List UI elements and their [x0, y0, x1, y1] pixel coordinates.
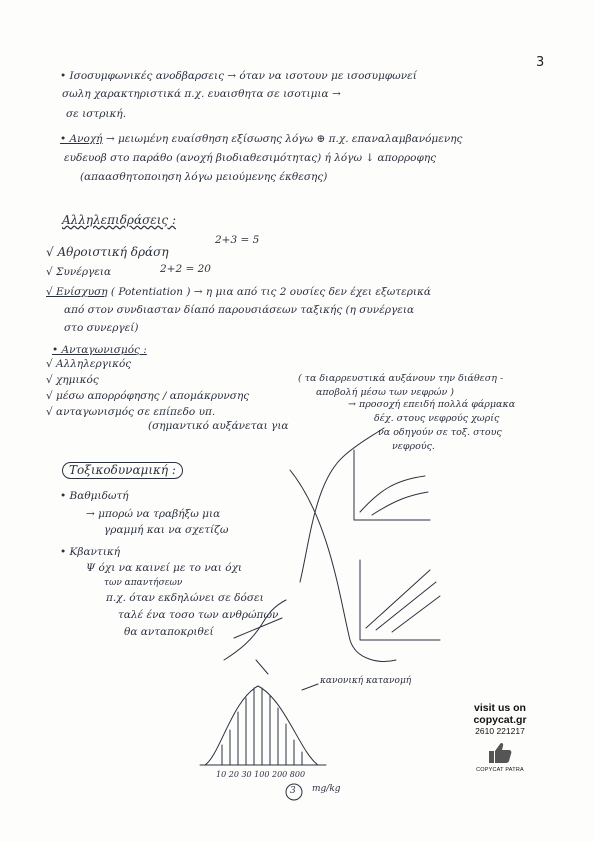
line-sketch: [366, 570, 430, 628]
note-line: από στον συνδιασταν δίαπό παρουσιάσεων ταξικής (η συνέργεια: [64, 304, 415, 316]
bullet-item: √ μέσω απορρόφησης / απομάκρυνσης: [46, 390, 250, 402]
note-line: (σημαντικό αυξάνεται για: [148, 420, 289, 432]
term-anoxi-desc: → μειωμένη ευαίσθηση εξίσωσης λόγω ⊕ π.χ. επαναλαμβανόμενης: [102, 133, 463, 145]
bullet-item: √ χημικός: [46, 374, 99, 386]
curve-sketch: [372, 492, 428, 515]
x-axis-ticks: 10 20 30 100 200 800: [216, 770, 306, 779]
note-line: ταλέ ένα τοσο των ανθρώπων: [118, 609, 279, 621]
note-line: π.χ. όταν εκδηλώνει σε δόσει: [106, 592, 264, 604]
bullet-item: √ Συνέργεια: [46, 266, 112, 278]
note-line: γραμμή και να σχετίζω: [104, 524, 229, 536]
x-axis-unit: mg/kg: [312, 784, 341, 794]
sigmoid-curve: [300, 428, 384, 582]
side-note: νεφρούς.: [392, 441, 435, 452]
note-line: • Ισοσυμφωνικές ανοδβαρσεις → όταν να ισοτουν με ισοσυμφωνεί: [60, 70, 417, 82]
ad-visit-text: visit us on: [474, 702, 526, 714]
note-line: (απαασθητοποιηση λόγω μειούμενης έκθεσης): [80, 171, 328, 183]
bullet-item: • Βαθμιδωτή: [60, 490, 129, 502]
side-note: ( τα διαρρευστικά αυξάνουν την διάθεση -: [298, 373, 504, 384]
term-enisxysi-desc: ( Potentiation ) → η μια από τις 2 ουσίες δεν έχει εξωτερικά: [107, 286, 432, 298]
note-line: Ψ όχι να καινεί με το ναι όχι: [86, 562, 243, 574]
note-line: ευδευοβ στο παράθο (ανοχή βιοδιαθεσιμότητας) ή λόγω ↓ απορροφης: [64, 152, 436, 164]
equation: 2+2 = 20: [160, 263, 211, 275]
note-line: στο συνεργεί): [64, 322, 139, 334]
curve-sketch: [360, 476, 425, 512]
distribution-label: κανονική κατανομή: [320, 676, 412, 686]
histogram-bars: [222, 688, 302, 765]
note-line: των απαντήσεων: [104, 578, 183, 588]
note-line: → μπορώ να τραβήξω μια: [86, 508, 221, 520]
ad-site-text: copycat.gr: [473, 714, 527, 726]
term-anoxi: • Ανοχή: [60, 133, 103, 145]
bullet-item: √ Αθροιστική δράση: [46, 245, 169, 259]
section-heading: Τοξικοδυναμική :: [62, 462, 183, 479]
circled-number: 3: [290, 786, 296, 796]
bullet-item: √ Αλληλεργικός: [46, 358, 132, 370]
curve-sketch: [290, 470, 396, 661]
thumbs-up-icon: [487, 741, 513, 765]
term-enisxysi: √ Ενίσχυση: [46, 286, 108, 298]
ad-phone-text: 2610 221217: [475, 726, 525, 736]
bullet-item: √ ανταγωνισμός σε επίπεδο υπ.: [46, 406, 216, 418]
page-number: 3: [536, 55, 545, 70]
section-heading: • Ανταγωνισμός :: [52, 344, 147, 356]
section-heading: Αλληλεπιδράσεις :: [62, 213, 176, 227]
ad-label-text: COPYCAT PATRA: [476, 767, 524, 773]
note-line: σωλη χαρακτηριστικά π.χ. ευαισθητα σε ισοτιμια →: [62, 88, 341, 100]
note-line: σε ιστρική.: [66, 108, 127, 120]
note-line: θα ανταποκριθεί: [124, 626, 214, 638]
arrow-sketch: [302, 684, 318, 690]
bullet-item: • Κβαντική: [60, 546, 121, 558]
line-sketch: [234, 618, 282, 638]
side-note: δέχ. στους νεφρούς χωρίς: [374, 413, 500, 424]
equation: 2+3 = 5: [215, 234, 260, 246]
curve-sketch: [224, 600, 286, 660]
side-note: → προσοχή επειδή πολλά φάρμακα: [348, 399, 516, 410]
side-note: να οδηγούν σε τοξ. στους: [378, 427, 502, 438]
arrow-sketch: [256, 660, 268, 674]
side-note: αποβολή μέσω των νεφρών ): [316, 387, 455, 398]
copycat-ad: [440, 702, 560, 773]
line-sketch: [392, 596, 440, 632]
